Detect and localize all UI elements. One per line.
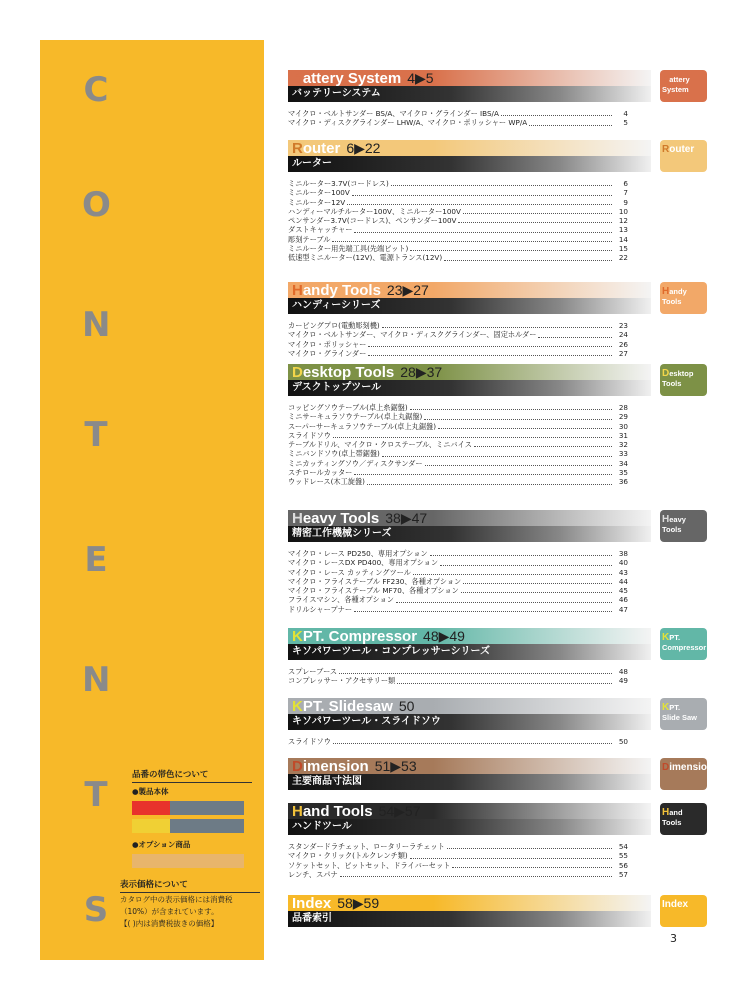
toc-section[interactable] (288, 758, 714, 790)
section-title-rest: ndex (296, 895, 332, 912)
tag-rest: PT. Slide Saw (662, 703, 698, 722)
section-title-rest: PT. Slidesaw (302, 698, 393, 715)
entry-page: 29 (618, 412, 628, 422)
section-entries (288, 667, 628, 686)
dot-leader (397, 683, 612, 684)
dot-leader (463, 213, 612, 214)
entry-page: 22 (618, 253, 628, 263)
section-title-initial: D (292, 364, 303, 381)
entry-label: スタンダードラチェット、ロータリーラチェット (288, 842, 445, 851)
tag-initial: R (662, 144, 670, 155)
section-side-tag (660, 895, 707, 927)
entry-label: ダストキャッチャー (288, 225, 353, 235)
contents-sidebar (40, 40, 264, 960)
entry-label: ミニルーター100V (288, 188, 350, 198)
entry-label: テーブルドリル、マイクロ・クロステーブル、ミニバイス (288, 440, 472, 450)
legend-main-label: ●製品本体 (132, 787, 169, 796)
contents-letter: C (83, 70, 109, 110)
legend-main-bar-1 (132, 801, 244, 815)
entry-page: 26 (618, 339, 628, 349)
section-page-range: 23▶27 (386, 282, 429, 298)
section-entries (288, 737, 628, 746)
section-title-initial: H (292, 282, 303, 299)
dot-leader (352, 195, 612, 196)
tag-initial: K (662, 702, 670, 713)
dot-leader (382, 327, 612, 328)
section-banner (288, 510, 651, 542)
section-title-rest: andy Tools (302, 282, 381, 299)
entry-label: ドリルシャープナー (288, 604, 353, 614)
entry-label: マイクロ・クリック(トルクレンチ類) (288, 851, 408, 861)
page-number: 3 (670, 932, 677, 945)
section-page-range: 50 (398, 698, 415, 714)
toc-entry[interactable] (288, 216, 628, 225)
entry-page: 27 (618, 348, 628, 358)
entry-page: 35 (618, 468, 628, 478)
entry-page: 40 (618, 558, 628, 568)
dot-leader (410, 409, 612, 410)
toc-entry[interactable] (288, 109, 628, 118)
dot-leader (529, 125, 612, 126)
entry-label: スライドソウ (288, 430, 331, 440)
tag-rest: outer (669, 144, 695, 155)
section-page-range: 51▶53 (374, 758, 417, 774)
dot-leader (424, 419, 612, 420)
dot-leader (474, 446, 612, 447)
dot-leader (333, 437, 612, 438)
dot-leader (332, 241, 612, 242)
section-title-rest: eavy Tools (302, 510, 380, 527)
dot-leader (333, 743, 612, 744)
contents-letter: N (82, 305, 111, 345)
section-page-range: 28▶37 (400, 364, 443, 380)
toc-entry[interactable] (288, 586, 628, 595)
entry-page: 43 (618, 567, 628, 577)
section-title-rest: esktop Tools (302, 364, 395, 381)
entry-label: マイクロ・ポリッシャー (288, 339, 367, 349)
entry-page: 4 (623, 109, 628, 118)
section-banner (288, 70, 651, 102)
dot-leader (410, 250, 612, 251)
section-title (292, 698, 414, 715)
tag-rest: attery System (662, 75, 690, 94)
tag-rest: esktop Tools (662, 369, 694, 388)
contents-letter: T (84, 415, 108, 455)
entry-page: 50 (618, 737, 628, 746)
tag-rest: and Tools (662, 808, 683, 827)
entry-label: ミニルーター12V (288, 197, 346, 207)
contents-letter: S (83, 890, 109, 930)
section-page-range: 6▶22 (346, 140, 381, 156)
tag-initial: D (662, 762, 670, 773)
toc-section[interactable] (288, 140, 708, 263)
section-banner (288, 758, 651, 790)
entry-label: 彫刻テーブル (288, 234, 331, 244)
section-page-range: 38▶47 (385, 510, 428, 526)
entry-page: 49 (618, 676, 628, 686)
dot-leader (382, 456, 612, 457)
entry-label: スチロールカッター (288, 468, 353, 478)
section-entries (288, 321, 628, 358)
entry-label: ミニカッティングソウ／ディスクサンダー (288, 458, 423, 468)
tax-line-2: （10%）が含まれています。 (120, 907, 219, 916)
toc-entry[interactable] (288, 468, 628, 477)
section-title (292, 510, 427, 527)
section-japanese-title: 主要商品寸法図 (292, 776, 362, 787)
entry-label: ハンディーマルチルーター100V、ミニルーター100V (288, 206, 461, 216)
entry-label: マイクロ・レース PD250、専用オプション (288, 549, 428, 558)
tag-initial: K (662, 632, 670, 643)
dot-leader (458, 222, 612, 223)
section-page-range: 58▶59 (337, 895, 380, 911)
toc-entry[interactable] (288, 449, 628, 458)
entry-label: ペンサンダー3.7V(コードレス)、ペンサンダー100V (288, 216, 457, 226)
section-banner (288, 364, 651, 396)
dot-leader (367, 484, 612, 485)
dot-leader (461, 592, 612, 593)
entry-label: レンチ、スパナ (288, 869, 338, 879)
tag-rest: imension (669, 762, 714, 773)
toc-entry[interactable] (288, 330, 628, 339)
section-title-initial: H (292, 803, 303, 820)
toc-entry[interactable] (288, 577, 628, 586)
entry-page: 56 (618, 860, 628, 870)
section-title-initial: K (292, 628, 303, 645)
entry-page: 57 (618, 869, 628, 879)
section-subtitle-band (288, 156, 651, 172)
section-title-initial: H (292, 510, 303, 527)
contents-letter: E (84, 540, 108, 580)
entry-label: ミニルーター3.7V(コードレス) (288, 179, 389, 188)
dot-leader (463, 583, 612, 584)
section-title-initial: R (292, 140, 303, 157)
section-japanese-title: デスクトップツール (292, 382, 382, 393)
toc-entry[interactable] (288, 188, 628, 197)
dot-leader (438, 428, 612, 429)
section-title (292, 758, 417, 775)
toc-entry[interactable] (288, 568, 628, 577)
dot-leader (538, 337, 612, 338)
entry-label: マイクロ・グラインダー (288, 348, 367, 358)
entry-page: 34 (618, 458, 628, 468)
entry-page: 24 (618, 330, 628, 340)
section-entries (288, 549, 628, 614)
section-banner (288, 140, 651, 172)
tag-initial: B (662, 74, 670, 85)
tag-initial: H (662, 286, 670, 297)
toc-entry[interactable] (288, 870, 628, 879)
section-title-initial: I (292, 895, 297, 912)
entry-page: 45 (618, 586, 628, 596)
entry-label: カービングプロ(電動彫刻機) (288, 321, 380, 330)
toc-section[interactable] (288, 364, 708, 487)
section-japanese-title: ハンドツール (292, 821, 352, 832)
toc-section[interactable] (288, 282, 708, 358)
dot-leader (425, 465, 612, 466)
section-side-tag (660, 628, 707, 660)
contents-letter: O (82, 185, 111, 225)
entry-page: 47 (618, 604, 628, 614)
section-japanese-title: キソパワーツール・コンプレッサーシリーズ (292, 646, 490, 657)
section-title (292, 628, 465, 645)
entry-label: マイクロ・ディスクグラインダー LHW/A、マイクロ・ポリッシャー WP/A (288, 118, 528, 128)
tag-rest: PT. Compressor (662, 633, 707, 652)
entry-page: 10 (618, 206, 628, 216)
entry-page: 44 (618, 576, 628, 586)
entry-label: マイクロ・ベルトサンダー、マイクロ・ディスクグラインダー、固定ホルダー (288, 330, 537, 340)
toc-section[interactable] (288, 70, 708, 128)
dot-leader (391, 185, 612, 186)
dot-leader (396, 602, 612, 603)
section-entries (288, 179, 628, 263)
dot-leader (410, 858, 612, 859)
toc-section[interactable] (288, 895, 708, 927)
tag-initial: D (662, 368, 670, 379)
section-title-rest: attery System (302, 70, 402, 87)
entry-page: 6 (623, 179, 628, 188)
toc-entry[interactable] (288, 321, 628, 330)
entry-page: 28 (618, 403, 628, 412)
section-japanese-title: 精密工作機械シリーズ (292, 528, 392, 539)
toc-section[interactable] (288, 803, 708, 879)
legend-option-bar (132, 854, 244, 868)
section-japanese-title: バッテリーシステム (292, 88, 381, 99)
tag-rest: andy Tools (662, 287, 687, 306)
entry-label: 低速型ミニルーター(12V)、電源トランス(12V) (288, 253, 443, 263)
toc-entry[interactable] (288, 842, 628, 851)
toc-entry[interactable] (288, 244, 628, 253)
dot-leader (339, 673, 612, 674)
entry-page: 48 (618, 667, 628, 676)
section-title (292, 70, 434, 87)
entry-page: 13 (618, 225, 628, 235)
entry-page: 7 (623, 188, 628, 198)
entry-label: コッピングソウテーブル(卓上糸鋸盤) (288, 403, 408, 412)
tag-initial: I (662, 899, 665, 910)
tax-line-1: カタログ中の表示価格には消費税 (120, 895, 233, 904)
toc-entry[interactable] (288, 605, 628, 614)
toc-entry[interactable] (288, 549, 628, 558)
toc-entry[interactable] (288, 676, 628, 685)
section-page-range: 54▶57 (378, 803, 421, 819)
section-subtitle-band (288, 911, 651, 927)
section-side-tag (660, 140, 707, 172)
dot-leader (447, 848, 612, 849)
contents-letter: N (82, 660, 111, 700)
toc-entry[interactable] (288, 440, 628, 449)
entry-label: ミニサーキュラソウテーブル(卓上丸鋸盤) (288, 412, 423, 422)
dot-leader (444, 260, 612, 261)
toc-section[interactable] (288, 698, 708, 746)
dot-leader (347, 204, 612, 205)
entry-page: 55 (618, 851, 628, 861)
entry-page: 38 (618, 549, 628, 558)
toc-entry[interactable] (288, 477, 628, 486)
dot-leader (368, 355, 612, 356)
section-title-rest: and Tools (302, 803, 373, 820)
entry-page: 36 (618, 477, 628, 487)
entry-label: マイクロ・ベルトサンダー BS/A、マイクロ・グラインダー IBS/A (288, 109, 499, 118)
dot-leader (452, 867, 612, 868)
toc-entry[interactable] (288, 431, 628, 440)
entry-label: ミニバンドソウ(卓上帯鋸盤) (288, 449, 380, 459)
entry-page: 54 (618, 842, 628, 851)
section-japanese-title: ハンディーシリーズ (292, 300, 381, 311)
toc-entry[interactable] (288, 558, 628, 567)
toc-entry[interactable] (288, 861, 628, 870)
section-banner (288, 803, 651, 835)
tax-title: 表示価格について (120, 878, 260, 893)
toc-entry[interactable] (288, 198, 628, 207)
entry-label: スプレーブース (288, 667, 338, 676)
toc-entry[interactable] (288, 118, 628, 127)
toc-entry[interactable] (288, 225, 628, 234)
section-side-tag (660, 364, 707, 396)
section-japanese-title: ルーター (292, 158, 332, 169)
section-side-tag (660, 803, 707, 835)
band-color-legend (132, 768, 252, 868)
entry-page: 23 (618, 321, 628, 330)
section-title (292, 895, 379, 912)
section-title-initial: D (292, 758, 303, 775)
entry-page: 33 (618, 449, 628, 459)
entry-page: 5 (623, 118, 628, 128)
section-japanese-title: 品番索引 (292, 913, 332, 924)
entry-page: 32 (618, 440, 628, 450)
toc-entry[interactable] (288, 737, 628, 746)
section-title (292, 140, 380, 157)
toc-entry[interactable] (288, 595, 628, 604)
dot-leader (430, 555, 612, 556)
entry-label: コンプレッサー・アクセサリー類 (288, 676, 396, 686)
section-banner (288, 628, 651, 660)
entry-page: 30 (618, 421, 628, 431)
dot-leader (354, 611, 612, 612)
section-side-tag (660, 698, 707, 730)
tag-rest: eavy Tools (662, 515, 686, 534)
toc-entry[interactable] (288, 340, 628, 349)
section-banner (288, 698, 651, 730)
section-entries (288, 403, 628, 487)
toc-entry[interactable] (288, 412, 628, 421)
toc-section[interactable] (288, 628, 708, 686)
toc-entry[interactable] (288, 667, 628, 676)
section-side-tag (660, 758, 714, 790)
entry-label: マイクロ・フライステーブル FF230、各種オプション (288, 576, 462, 586)
entry-page: 31 (618, 430, 628, 440)
entry-label: スーパーサーキュラソウテーブル(卓上丸鋸盤) (288, 421, 436, 431)
tag-initial: H (662, 514, 670, 525)
entry-label: マイクロ・レースDX PD400、専用オプション (288, 558, 439, 568)
section-side-tag (660, 510, 707, 542)
dot-leader (354, 474, 612, 475)
entry-page: 14 (618, 234, 628, 244)
entry-label: ソケットセット、ビットセット、ドライバーセット (288, 860, 451, 870)
entry-label: マイクロ・レース カッティングツール (288, 567, 411, 577)
dot-leader (413, 574, 612, 575)
dot-leader (368, 346, 612, 347)
section-entries (288, 109, 628, 128)
section-page-range: 48▶49 (423, 628, 465, 644)
section-banner (288, 895, 651, 927)
entry-page: 12 (618, 216, 628, 226)
toc-entry[interactable] (288, 253, 628, 262)
dot-leader (354, 232, 612, 233)
legend-main-bar-2 (132, 819, 244, 833)
toc-entry[interactable] (288, 459, 628, 468)
section-title-initial: B (292, 70, 303, 87)
toc-entry[interactable] (288, 851, 628, 860)
entry-label: マイクロ・フライステーブル MF70、各種オプション (288, 586, 459, 596)
section-side-tag (660, 282, 707, 314)
entry-label: フライスマシン、各種オプション (288, 595, 394, 605)
contents-letter: T (84, 775, 108, 815)
section-title (292, 803, 421, 820)
legend-option-label: ●オプション商品 (132, 840, 191, 849)
entry-page: 15 (618, 244, 628, 254)
toc-entry[interactable] (288, 235, 628, 244)
section-title (292, 364, 442, 381)
toc-section[interactable] (288, 510, 708, 614)
section-japanese-title: キソパワーツール・スライドソウ (292, 716, 441, 727)
dot-leader (501, 115, 612, 116)
section-title (292, 282, 429, 299)
section-banner (288, 282, 651, 314)
entry-page: 9 (623, 197, 628, 207)
toc-entry[interactable] (288, 179, 628, 188)
dot-leader (440, 565, 612, 566)
section-page-range: 4▶5 (407, 70, 434, 86)
toc-entry[interactable] (288, 349, 628, 358)
section-title-rest: PT. Compressor (302, 628, 418, 645)
tax-note (120, 878, 260, 929)
entry-label: ミニルーター用先端工具(先端ビット) (288, 244, 409, 254)
toc-entry[interactable] (288, 207, 628, 216)
section-title-rest: outer (302, 140, 341, 157)
section-entries (288, 842, 628, 879)
legend-title: 品番の帯色について (132, 768, 252, 783)
entry-page: 46 (618, 595, 628, 605)
toc-entry[interactable] (288, 422, 628, 431)
entry-label: スライドソウ (288, 737, 331, 746)
dot-leader (340, 876, 612, 877)
entry-label: ウッドレース(木工旋盤) (288, 477, 365, 487)
tax-line-3: 【( )内は消費税抜きの価格】 (120, 919, 219, 928)
tag-initial: H (662, 807, 670, 818)
section-side-tag (660, 70, 707, 102)
section-title-initial: K (292, 698, 303, 715)
toc-entry[interactable] (288, 403, 628, 412)
section-title-rest: imension (302, 758, 369, 775)
tag-rest: ndex (664, 899, 689, 910)
